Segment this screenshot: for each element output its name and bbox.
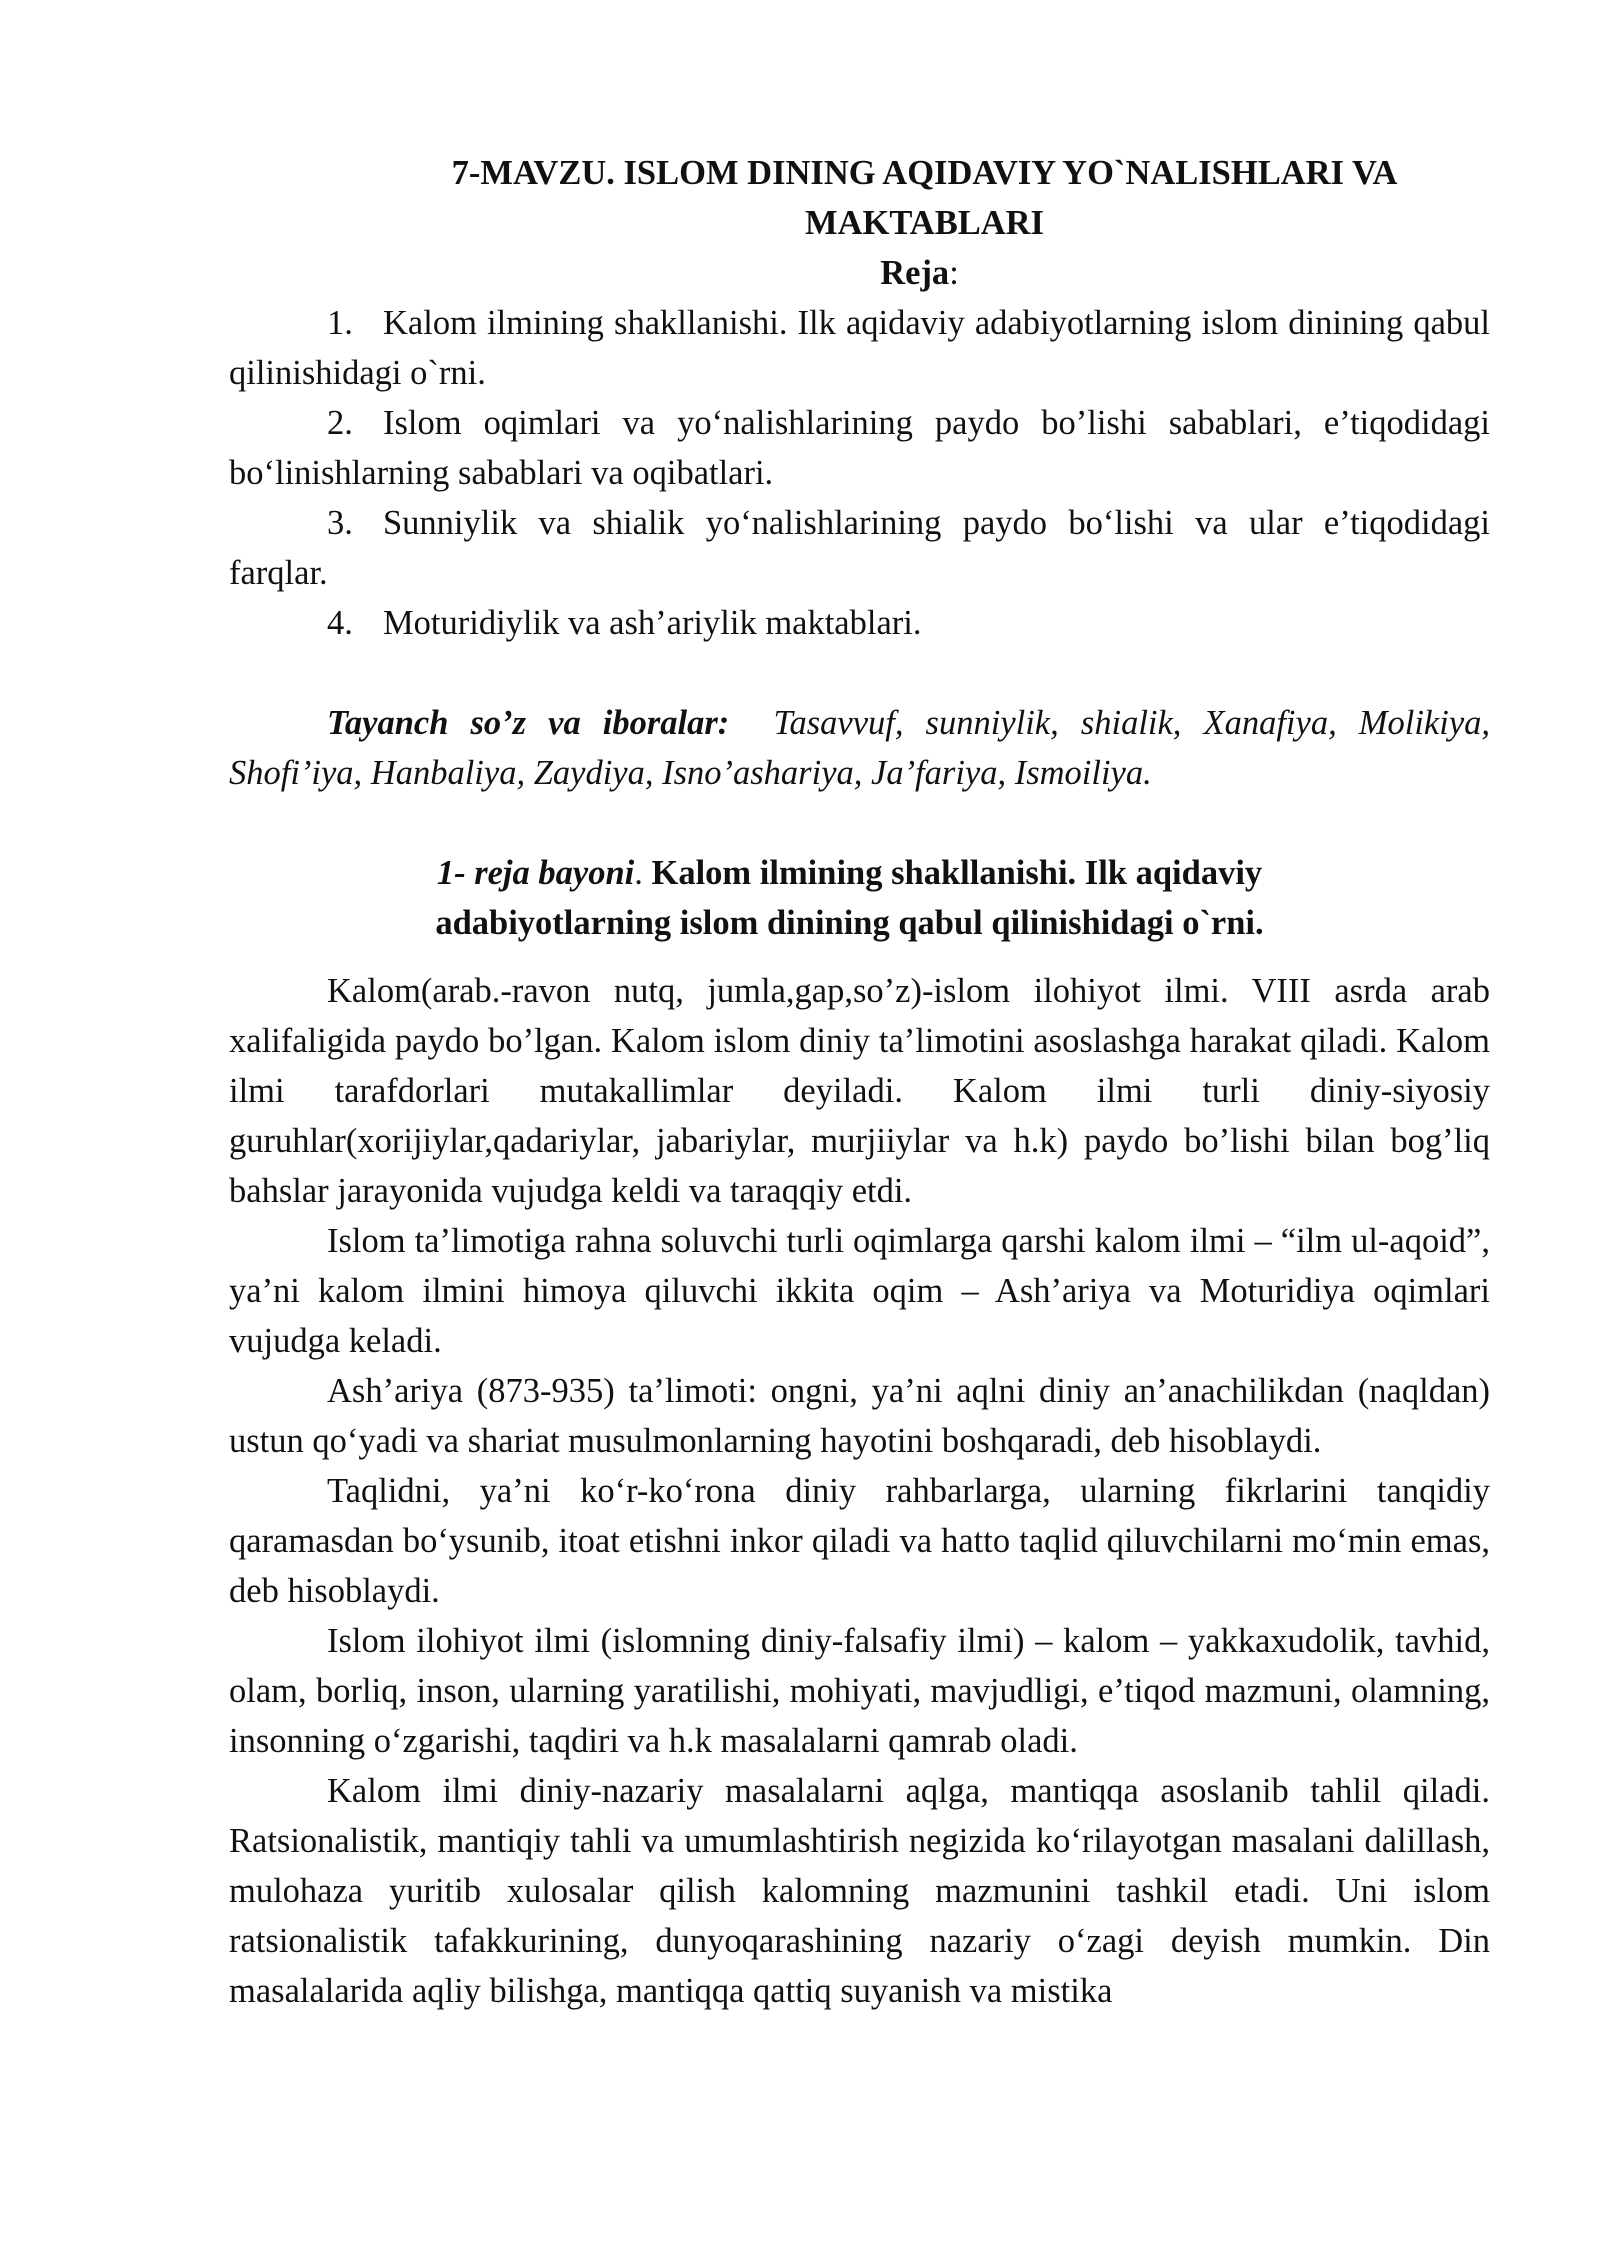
plan-item-text: Moturidiylik va ash’ariylik maktablari. [383, 604, 922, 642]
body-paragraph: Taqlidni, ya’ni ko‘r-ko‘rona diniy rahbarlarga, ularning fikrlarini tanqidiy qaramasdan bo‘ysunib, itoat etishni inkor qiladi va hatto taqlid qiluvchilarni mo‘min emas, deb hisoblaydi. [229, 1472, 1490, 1610]
keywords-text: Tasavvuf, sunniylik, shialik, Xanafiya, Molikiya, Shofi’iya, Hanbaliya, Zaydiya, Isno’ashariya, Ja’fariya, Ismoiliya. [229, 704, 1491, 792]
body-paragraph: Kalom(arab.-ravon nutq, jumla,gap,so’z)-islom ilohiyot ilmi. VIII asrda arab xalifaligida paydo bo’lgan. Kalom islom diniy ta’limotini asoslashga harakat qiladi. Kalom ilmi tarafdorlari mutakallimlar deyiladi. Kalom ilmi turli diniy-siyosiy guruhlar(xorijiylar,qadariylar, jabariylar, murjiiylar va h.k) paydo bo’lishi bilan bog’liq bahslar jarayonida vujudga keldi va taraqqiy etdi. [229, 972, 1490, 1210]
section-heading [229, 848, 1490, 948]
document-page [229, 148, 1490, 2016]
plan-item [229, 598, 1490, 648]
plan-item-text: Islom oqimlari va yo‘nalishlarining paydo bo’lishi sabablari, e’tiqodidagi bo‘linishlarning sabablari va oqibatlari. [229, 404, 1490, 492]
keywords-paragraph [229, 698, 1490, 798]
spacer [229, 948, 1490, 966]
spacer [229, 648, 1490, 698]
plan-item-number: 3. [327, 504, 353, 542]
section-dot: . [634, 854, 643, 892]
plan-item [229, 398, 1490, 498]
plan-heading-colon: : [949, 254, 959, 292]
plan-item-number: 4. [327, 604, 353, 642]
plan-item-text: Sunniylik va shialik yo‘nalishlarining paydo bo‘lishi va ular e’tiqodidagi farqlar. [229, 504, 1490, 592]
body-paragraph: Islom ilohiyot ilmi (islomning diniy-falsafiy ilmi) – kalom – yakkaxudolik, tavhid, olam, borliq, inson, ularning yaratilishi, mohiyati, mavjudligi, e’tiqod mazmuni, olamning, insonning o‘zgarishi, taqdiri va h.k masalalarni qamrab oladi. [229, 1622, 1490, 1760]
plan-item-number: 1. [327, 304, 353, 342]
plan-item-text: Kalom ilmining shakllanishi. Ilk aqidaviy adabiyotlarning islom dinining qabul qilinishidagi o`rni. [229, 304, 1490, 392]
plan-item-number: 2. [327, 404, 353, 442]
section-title: Kalom ilmining shakllanishi. Ilk aqidaviy adabiyotlarning islom dinining qabul qilinishidagi o`rni. [435, 854, 1264, 942]
section-number: 1- reja bayoni [436, 854, 635, 892]
body-paragraph: Ash’ariya (873-935) ta’limoti: ongni, ya’ni aqlni diniy an’anachilikdan (naqldan) ustun qo‘yadi va shariat musulmonlarning hayotini boshqaradi, deb hisoblaydi. [229, 1372, 1490, 1460]
keywords-label: Tayanch so’z va iboralar: [327, 704, 730, 742]
body-paragraph: Islom ta’limotiga rahna soluvchi turli oqimlarga qarshi kalom ilmi – “ilm ul-aqoid”, ya’ni kalom ilmini himoya qiluvchi ikkita oqim – Ash’ariya va Moturidiya oqimlari vujudga keladi. [229, 1222, 1490, 1360]
plan-heading [229, 248, 1490, 298]
body-paragraph: Kalom ilmi diniy-nazariy masalalarni aqlga, mantiqqa asoslanib tahlil qiladi. Ratsionalistik, mantiqiy tahli va umumlashtirish negizida ko‘rilayotgan masalani dalillash, mulohaza yuritib xulosalar qilish kalomning mazmunini tashkil etadi. Uni islom ratsionalistik tafakkurining, dunyoqarashining nazariy o‘zagi deyish mumkin. Din masalalarida aqliy bilishga, mantiqqa qattiq suyanish va mistika [229, 1772, 1490, 2010]
document-title: 7-MAVZU. ISLOM DINING AQIDAVIY YO`NALISHLARI VA MAKTABLARI [451, 154, 1398, 242]
plan-item [229, 298, 1490, 398]
plan-item [229, 498, 1490, 598]
plan-heading-label: Reja [880, 254, 950, 292]
spacer [229, 798, 1490, 848]
